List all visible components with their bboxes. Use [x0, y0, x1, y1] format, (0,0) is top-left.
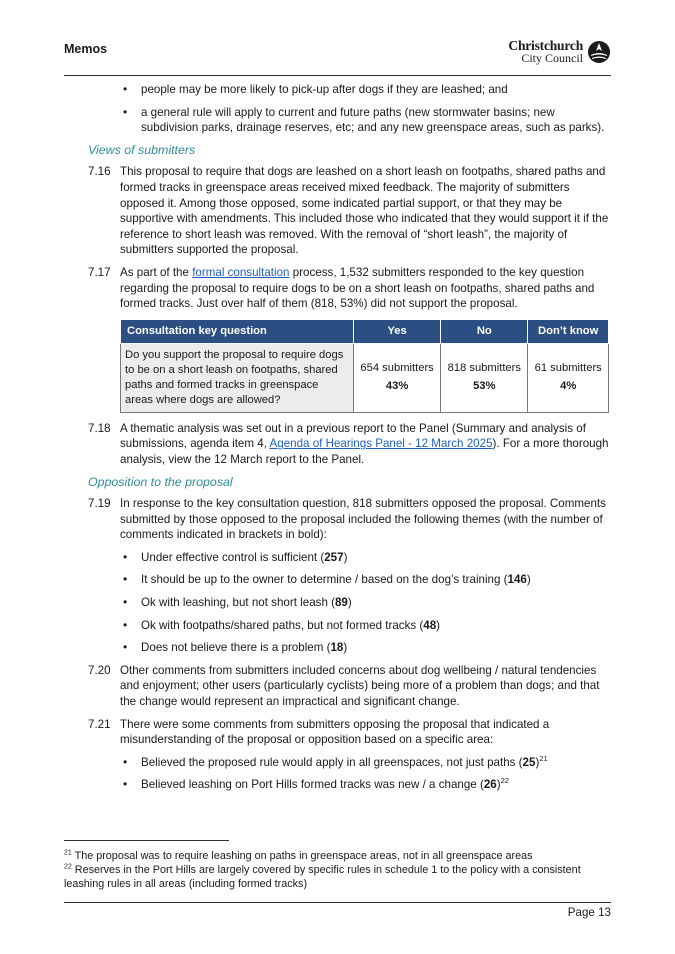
footnote — [64, 863, 611, 891]
footnote-ref[interactable]: 21 — [539, 753, 548, 763]
paragraph-number: 7.20 — [88, 663, 111, 677]
comment-count: 48 — [423, 618, 437, 632]
footnote-number: 22 — [64, 863, 72, 871]
paragraph-number: 7.21 — [88, 717, 111, 731]
footnote-ref[interactable]: 22 — [500, 776, 509, 786]
question-cell: Do you support the proposal to require dogs to be on a short leash on footpaths, shared paths and formed tracks in greenspace areas where dogs are allowed? — [121, 343, 354, 412]
page-footer — [64, 902, 611, 919]
paragraph-text: Other comments from submitters included concerns about dog wellbeing / natural tendencies and enjoyment; other users (particularly cyclists) being more of a problem than dogs; and that the change would represent an impractical and significant change. — [120, 663, 600, 709]
comment-count: 25 — [522, 755, 536, 769]
formal-consultation-link[interactable]: formal consultation — [192, 265, 290, 279]
memo-body — [88, 82, 611, 800]
top-bullet-list — [120, 82, 611, 136]
footnotes — [64, 849, 611, 891]
yes-cell — [354, 343, 441, 412]
page-header — [64, 36, 611, 76]
list-item: • a general rule will apply to current and future paths (new stormwater basins; new subdivision parks, drainage reserves, etc; and any new greenspace areas, such as parks). — [120, 105, 611, 136]
comment-count: 26 — [483, 778, 497, 792]
comment-count: 146 — [507, 573, 527, 587]
footnote — [64, 849, 611, 863]
list-item: • Ok with footpaths/shared paths, but not formed tracks (48) — [120, 618, 611, 634]
paragraph-7-19 — [88, 496, 611, 543]
list-item: • It should be up to the owner to determine / based on the dog’s training (146) — [120, 572, 611, 588]
dont-know-cell — [528, 343, 609, 412]
no-percent: 53% — [473, 380, 496, 393]
paragraph-7-20 — [88, 663, 611, 710]
paragraph-7-18 — [88, 421, 611, 468]
paragraph-7-16 — [88, 164, 611, 258]
footnote-text: Reserves in the Port Hills are largely covered by specific rules in schedule 1 to the policy with a consistent leashing rules in all areas (including formed tracks) — [64, 864, 581, 890]
paragraph-number: 7.16 — [88, 165, 111, 179]
column-header: Yes — [354, 319, 441, 343]
paragraph-text: A thematic analysis was set out in a previous report to the Panel (Summary and analysis of submissions, agenda item 4, — [120, 421, 586, 451]
paragraph-text: process, 1,532 submitters responded to the key question regarding the proposal to require dogs to be on a short leash on footpaths, shared paths and formed tracks. Just over half of them (818, 53%) did not support the proposal. — [120, 265, 595, 311]
paragraph-text: This proposal to require that dogs are leashed on a short leash on footpaths, shared paths and formed tracks in greenspace areas received mixed feedback. The majority of submitters opposed it. Among those opposed, some indicated partial support, or that they may be supportive with amendments. This included those who indicated that they would support it if the reference to short leash was removed. With the removal of “short leash”, the majority of submitters supported the proposal. — [120, 165, 609, 257]
column-header: Don’t know — [528, 319, 609, 343]
paragraph-number: 7.17 — [88, 265, 111, 279]
hearings-panel-agenda-link[interactable]: Agenda of Hearings Panel - 12 March 2025 — [269, 437, 493, 451]
list-item: • Believed the proposed rule would apply in all greenspaces, not just paths $(25)^{21}$ — [120, 755, 611, 771]
no-count: 818 submitters — [447, 362, 521, 375]
dont-know-count: 61 submitters — [534, 362, 602, 375]
list-item: • Ok with leashing, but not short leash (89) — [120, 595, 611, 611]
logo-line-1: Christchurch — [508, 38, 583, 53]
yes-percent: 43% — [385, 380, 409, 393]
paragraph-7-21 — [88, 717, 611, 748]
paragraph-number: 7.19 — [88, 497, 111, 511]
dont-know-percent: 4% — [560, 380, 577, 393]
list-item: • Believed leashing on Port Hills formed tracks was new / a change $(26)^{22}$ — [120, 777, 611, 793]
page-number: Page 13 — [567, 906, 611, 919]
footnote-divider — [64, 840, 229, 841]
list-item: • Does not believe there is a problem (18) — [120, 640, 611, 656]
footnote-text: The proposal was to require leashing on paths in greenspace areas, not in all greenspace areas — [71, 850, 533, 862]
comment-count: 18 — [330, 641, 344, 655]
list-item: • people may be more likely to pick-up after dogs if they are leashed; and — [120, 82, 611, 98]
paragraph-text: There were some comments from submitters opposing the proposal that indicated a misunderstanding of the proposal or opposition based on a specific area: — [120, 717, 550, 747]
misunderstandings-list — [120, 755, 611, 793]
column-header: Consultation key question — [121, 319, 354, 343]
logo-line-2: City Council — [521, 51, 583, 65]
list-item: • Under effective control is sufficient (257) — [120, 550, 611, 566]
memo-title: Memos — [64, 42, 108, 56]
paragraph-text: In response to the key consultation question, 818 submitters opposed the proposal. Comments submitted by those opposed to the proposal included the following themes (with the number of comments indicated in brackets in bold): — [120, 497, 606, 542]
table-row — [121, 343, 609, 412]
opposition-themes-list — [120, 550, 611, 656]
comment-count: 89 — [334, 596, 348, 610]
footnote-number: 21 — [64, 849, 72, 857]
consultation-results-table — [120, 319, 609, 413]
opposition-heading: Opposition to the proposal — [88, 474, 233, 489]
yes-count: 654 submitters — [360, 362, 434, 375]
no-cell — [441, 343, 528, 412]
column-header: No — [441, 319, 528, 343]
views-of-submitters-heading: Views of submitters — [88, 142, 196, 157]
paragraph-7-17 — [88, 265, 611, 312]
paragraph-text: ). For a more thorough analysis, view the 12 March report to the Panel. — [120, 437, 609, 466]
council-emblem-icon — [587, 40, 611, 64]
paragraph-text: As part of the — [120, 265, 193, 279]
christchurch-city-council-logo — [508, 40, 611, 64]
comment-count: 257 — [324, 550, 344, 564]
paragraph-number: 7.18 — [88, 421, 111, 435]
